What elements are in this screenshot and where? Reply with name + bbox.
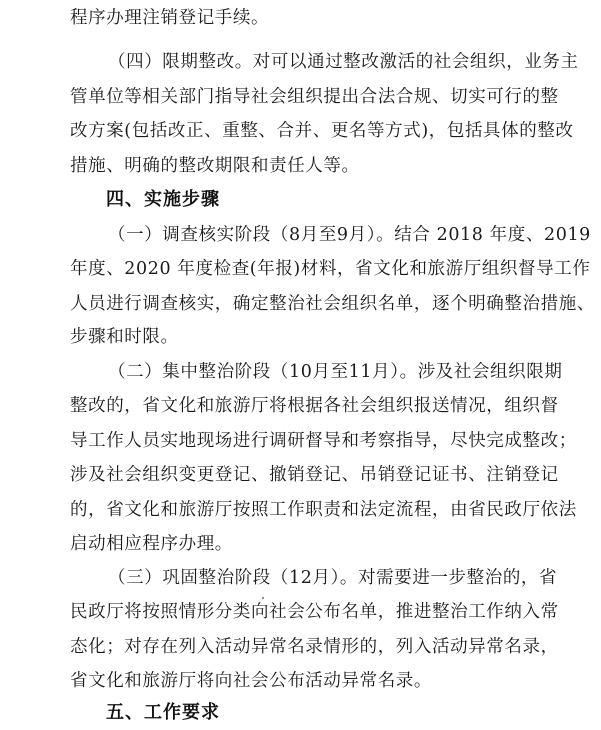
- paragraph-line: 程序办理注销登记手续。: [70, 8, 270, 28]
- paragraph-line: （三）巩固整治阶段（12月）。对需要进一步整治的，省: [108, 568, 558, 588]
- paragraph-line: 措施、明确的整改期限和责任人等。: [70, 156, 360, 176]
- paragraph-line: 管单位等相关部门指导社会组织提出合法合规、切实可行的整: [70, 87, 559, 107]
- paragraph-line: 步骤和时限。: [70, 327, 179, 347]
- paragraph-line: 涉及社会组织变更登记、撤销登记、吊销登记证书、注销登记: [70, 465, 559, 485]
- paragraph-line: 人员进行调查核实，确定整治社会组织名单，逐个明确整治措施、: [70, 294, 595, 314]
- paragraph-line: （四）限期整改。对可以通过整改激活的社会组织，业务主: [108, 52, 579, 72]
- paragraph-line: 的，省文化和旅游厅按照工作职责和法定流程，由省民政厅依法: [70, 500, 577, 520]
- paragraph-line: 民政厅将按照情形分类向社会公布名单，推进整治工作纳入常: [70, 602, 559, 622]
- paragraph-line: 导工作人员实地现场进行调研督导和考察指导，尽快完成整改；: [70, 431, 577, 451]
- paragraph-line: 改方案(包括改正、重整、合并、更名等方式)，包括具体的整改: [70, 121, 574, 141]
- paragraph-line: 年度、2020 年度检查(年报)材料，省文化和旅游厅组织督导工作: [70, 259, 591, 279]
- paragraph-line: （一）调查核实阶段（8月至9月）。结合 2018 年度、2019: [108, 225, 591, 245]
- paragraph-line: （二）集中整治阶段（10月至11月）。涉及社会组织限期: [108, 362, 563, 382]
- paragraph-line: 启动相应程序办理。: [70, 534, 233, 554]
- section-heading: 四、实施步骤: [106, 189, 220, 210]
- section-heading: 五、工作要求: [106, 702, 220, 723]
- paragraph-line: 态化；对存在列入活动异常名录情形的，列入活动异常名录，: [70, 637, 559, 657]
- paragraph-line: 省文化和旅游厅将向社会公布活动异常名录。: [70, 671, 432, 691]
- paragraph-line: 整改的，省文化和旅游厅将根据各社会组织报送情况，组织督: [70, 396, 559, 416]
